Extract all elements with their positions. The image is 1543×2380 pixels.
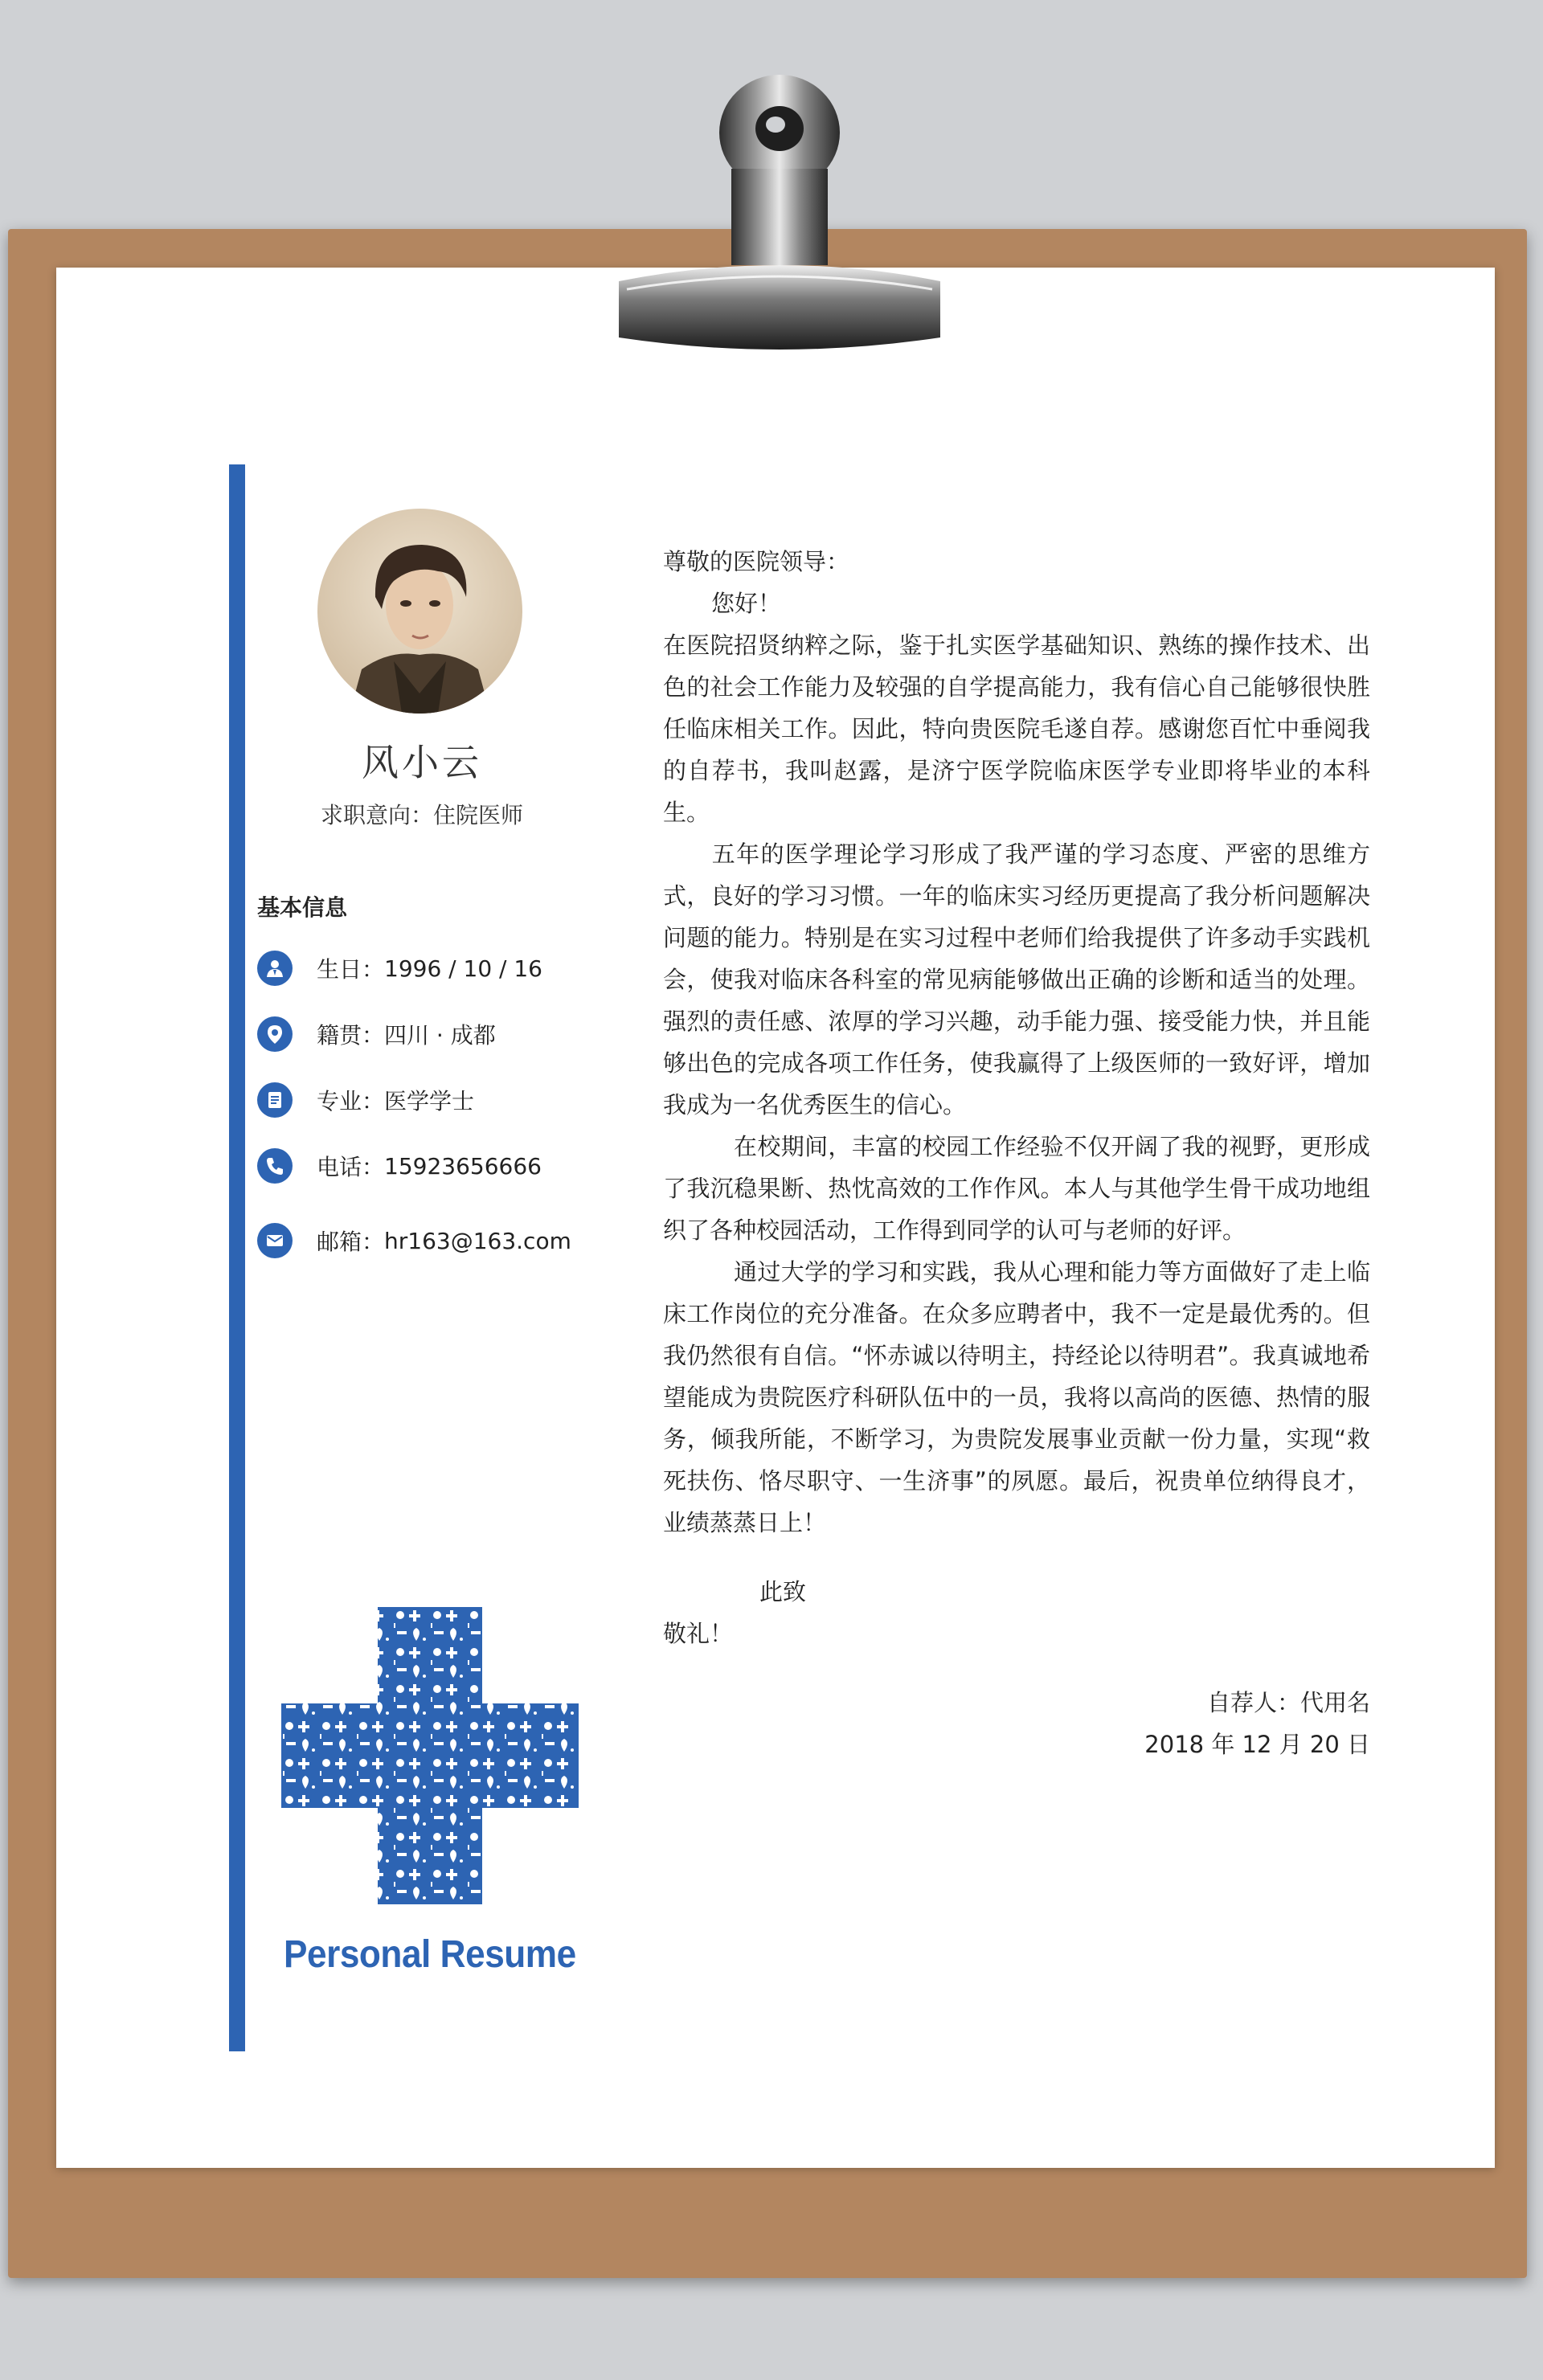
- info-row-email: [257, 1221, 571, 1260]
- letter-paragraph: 在医院招贤纳粹之际，鉴于扎实医学基础知识、熟练的操作技术、出色的社会工作能力及较强的自学提高能力，我有信心自己能够很快胜任临床相关工作。因此，特向贵医院毛遂自荐。感谢您百忙中垂阅我的自荐书，我叫赵露，是济宁医学院临床医学专业即将毕业的本科生。: [663, 632, 1370, 826]
- hometown-label: 籍贯：: [317, 1022, 385, 1049]
- binder-clip: [611, 48, 948, 354]
- birthday-label: 生日：: [317, 956, 385, 983]
- letter-paragraph: 五年的医学理论学习形成了我严谨的学习态度、严密的思维方式，良好的学习习惯。一年的临床实习经历更提高了我分析问题解决问题的能力。特别是在实习过程中老师们给我提供了许多动手实践机会，使我对临床各科室的常见病能够做出正确的诊断和适当的处理。强烈的责任感、浓厚的学习兴趣，动手能力强、接受能力快，并且能够出色的完成各项工作任务，使我赢得了上级医师的一致好评，增加我成为一名优秀医生的信心。: [663, 840, 1370, 1118]
- phone-label: 电话：: [317, 1154, 385, 1180]
- info-row-major: [257, 1081, 474, 1119]
- info-row-phone: [257, 1147, 542, 1185]
- letter-salutation: 尊敬的医院领导：: [663, 548, 850, 575]
- candidate-name: 风小云: [362, 741, 482, 784]
- phone-value: 15923656666: [384, 1152, 542, 1180]
- birthday-value: 1996 / 10 / 16: [384, 955, 542, 982]
- job-intent: [241, 798, 603, 830]
- letter-date: 2018 年 12 月 20 日: [1144, 1731, 1370, 1758]
- letter-paragraph: 在校期间，丰富的校园工作经验不仅开阔了我的视野，更形成了我沉稳果断、热忱高效的工作作风。本人与其他学生骨干成功地组织了各种校园活动，工作得到同学的认可与老师的好评。: [663, 1133, 1370, 1244]
- letter-closing-1: 此致: [759, 1578, 807, 1605]
- major-value: 医学学士: [384, 1088, 475, 1114]
- email-value: hr163@163.com: [384, 1227, 571, 1254]
- person-icon: [257, 951, 293, 986]
- basic-info-title: 基本信息: [257, 894, 348, 921]
- letter-signer: 自荐人：代用名: [1206, 1689, 1370, 1716]
- accent-vertical-bar: [229, 464, 245, 2051]
- medical-cross-emblem: [281, 1607, 579, 1904]
- letter-closing-2: 敬礼！: [663, 1620, 734, 1647]
- resume-paper: [56, 268, 1495, 2168]
- avatar: [317, 509, 522, 714]
- info-row-birthday: [257, 949, 542, 988]
- email-label: 邮箱：: [317, 1229, 385, 1255]
- personal-resume-wordmark: Personal Resume: [284, 1933, 576, 1976]
- mail-icon: [257, 1223, 293, 1258]
- letter-greeting: 您好！: [711, 590, 782, 617]
- job-intent-value: 住院医师: [433, 802, 524, 828]
- letter-paragraph: 通过大学的学习和实践，我从心理和能力等方面做好了走上临床工作岗位的充分准备。在众多应聘者中，我不一定是最优秀的。但我仍然很有自信。“怀赤诚以待明主，持经论以待明君”。我真诚地希望能成为贵院医疗科研队伍中的一员，我将以高尚的医德、热情的服务，倾我所能，不断学习，为贵院发展事业贡献一份力量，实现“救死扶伤、恪尽职守、一生济事”的夙愿。最后，祝贵单位纳得良才，业绩蒸蒸日上！: [663, 1258, 1370, 1536]
- job-intent-label: 求职意向：: [320, 802, 433, 828]
- cover-letter: [663, 541, 1370, 1765]
- location-pin-icon: [257, 1016, 293, 1052]
- major-label: 专业：: [317, 1088, 385, 1114]
- document-icon: [257, 1082, 293, 1118]
- phone-icon: [257, 1148, 293, 1184]
- hometown-value: 四川 · 成都: [384, 1022, 496, 1049]
- info-row-hometown: [257, 1015, 496, 1053]
